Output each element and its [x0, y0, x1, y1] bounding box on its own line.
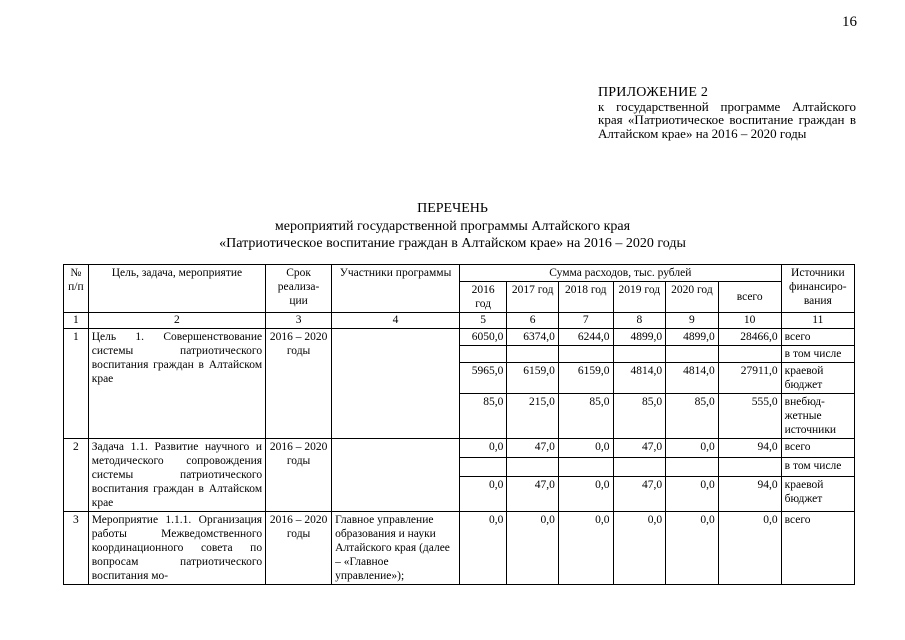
value-2018: 0,0 [558, 477, 613, 512]
value-2018: 0,0 [558, 439, 613, 458]
source: всего [781, 439, 854, 458]
value-total [718, 346, 781, 363]
row-goal: Цель 1. Совершенствование системы патриотического воспитания граждан в Алтайском крае [88, 329, 265, 439]
row-num: 3 [64, 512, 89, 585]
row-period: 2016 – 2020 годы [266, 329, 332, 439]
column-number: 4 [332, 313, 460, 329]
value-2019: 4899,0 [613, 329, 666, 346]
column-numbers-row [64, 313, 855, 329]
source: в том числе [781, 458, 854, 477]
value-total: 28466,0 [718, 329, 781, 346]
row-participants [332, 329, 460, 439]
value-2016: 6050,0 [459, 329, 506, 346]
row-goal: Мероприятие 1.1.1. Организация работы Межведомственного координационного совета по вопросам патриотического воспитания мо- [88, 512, 265, 585]
value-2017 [507, 346, 559, 363]
value-2019: 0,0 [613, 512, 666, 585]
row-goal: Задача 1.1. Развитие научного и методического сопровождения системы патриотического воспитания граждан в Алтайском крае [88, 439, 265, 512]
page-number: 16 [842, 14, 857, 30]
source: в том числе [781, 346, 854, 363]
table-row [64, 512, 855, 585]
header-total: всего [718, 282, 781, 313]
column-number: 10 [718, 313, 781, 329]
value-2017: 6159,0 [507, 363, 559, 394]
column-number: 7 [558, 313, 613, 329]
list-subtitle-line1: мероприятий государственной программы Алтайского края [274, 219, 631, 234]
column-number: 1 [64, 313, 89, 329]
measures-table [63, 264, 855, 585]
value-2018 [558, 458, 613, 477]
header-year-2019: 2019 год [613, 282, 666, 313]
header-participants: Участники программы [332, 265, 460, 313]
value-2020: 0,0 [666, 512, 719, 585]
value-2016: 0,0 [459, 439, 506, 458]
column-number: 6 [507, 313, 559, 329]
row-num: 2 [64, 439, 89, 512]
header-period: Срок реализа- ции [266, 265, 332, 313]
row-period: 2016 – 2020 годы [266, 439, 332, 512]
value-2019 [613, 458, 666, 477]
column-number: 9 [666, 313, 719, 329]
column-number: 5 [459, 313, 506, 329]
value-total: 27911,0 [718, 363, 781, 394]
row-num: 1 [64, 329, 89, 439]
header-expenses: Сумма расходов, тыс. рублей [459, 265, 781, 282]
row-period: 2016 – 2020 годы [266, 512, 332, 585]
source: всего [781, 512, 854, 585]
value-2019: 85,0 [613, 394, 666, 439]
value-2020 [666, 346, 719, 363]
value-2018 [558, 346, 613, 363]
value-total [718, 458, 781, 477]
column-number: 2 [88, 313, 265, 329]
value-2016 [459, 458, 506, 477]
value-total: 94,0 [718, 477, 781, 512]
row-participants [332, 439, 460, 512]
value-2017: 0,0 [507, 512, 559, 585]
value-2017 [507, 458, 559, 477]
header-sources: Источники финансиро- вания [781, 265, 854, 313]
value-2017: 47,0 [507, 439, 559, 458]
value-2016 [459, 346, 506, 363]
source: всего [781, 329, 854, 346]
source: краевой бюджет [781, 477, 854, 512]
table-header-row [64, 265, 855, 282]
source: внебюд- жетные источники [781, 394, 854, 439]
value-2016: 0,0 [459, 477, 506, 512]
table-row [64, 329, 855, 346]
header-year-2020: 2020 год [666, 282, 719, 313]
row-participants: Главное управление образования и науки Алтайского края (далее – «Главное управление»); [332, 512, 460, 585]
value-2020: 0,0 [666, 477, 719, 512]
value-2017: 47,0 [507, 477, 559, 512]
value-2016: 5965,0 [459, 363, 506, 394]
value-2020: 4899,0 [666, 329, 719, 346]
value-2020: 4814,0 [666, 363, 719, 394]
header-goal: Цель, задача, мероприятие [88, 265, 265, 313]
header-year-2016: 2016 год [459, 282, 506, 313]
source: краевой бюджет [781, 363, 854, 394]
value-2017: 6374,0 [507, 329, 559, 346]
header-num: № п/п [64, 265, 89, 313]
value-2020 [666, 458, 719, 477]
value-2020: 0,0 [666, 439, 719, 458]
value-2019: 47,0 [613, 477, 666, 512]
value-total: 555,0 [718, 394, 781, 439]
value-total: 0,0 [718, 512, 781, 585]
appendix-heading: ПРИЛОЖЕНИЕ 2 [598, 85, 709, 100]
header-year-2018: 2018 год [558, 282, 613, 313]
list-title: ПЕРЕЧЕНЬ [417, 201, 488, 216]
value-2019: 47,0 [613, 439, 666, 458]
table-row [64, 439, 855, 458]
value-2019 [613, 346, 666, 363]
value-2016: 85,0 [459, 394, 506, 439]
value-2019: 4814,0 [613, 363, 666, 394]
list-subtitle-line2: «Патриотическое воспитание граждан в Алтайском крае» на 2016 – 2020 годы [219, 236, 686, 251]
value-2018: 6159,0 [558, 363, 613, 394]
column-number: 11 [781, 313, 854, 329]
value-2018: 6244,0 [558, 329, 613, 346]
header-year-2017: 2017 год [507, 282, 559, 313]
value-total: 94,0 [718, 439, 781, 458]
column-number: 3 [266, 313, 332, 329]
value-2018: 0,0 [558, 512, 613, 585]
value-2018: 85,0 [558, 394, 613, 439]
value-2016: 0,0 [459, 512, 506, 585]
value-2020: 85,0 [666, 394, 719, 439]
value-2017: 215,0 [507, 394, 559, 439]
appendix-text: к государственной программе Алтайского края «Патриотическое воспитание граждан в Алтайском крае» на 2016 – 2020 годы [598, 98, 856, 141]
column-number: 8 [613, 313, 666, 329]
appendix-block [598, 86, 856, 140]
